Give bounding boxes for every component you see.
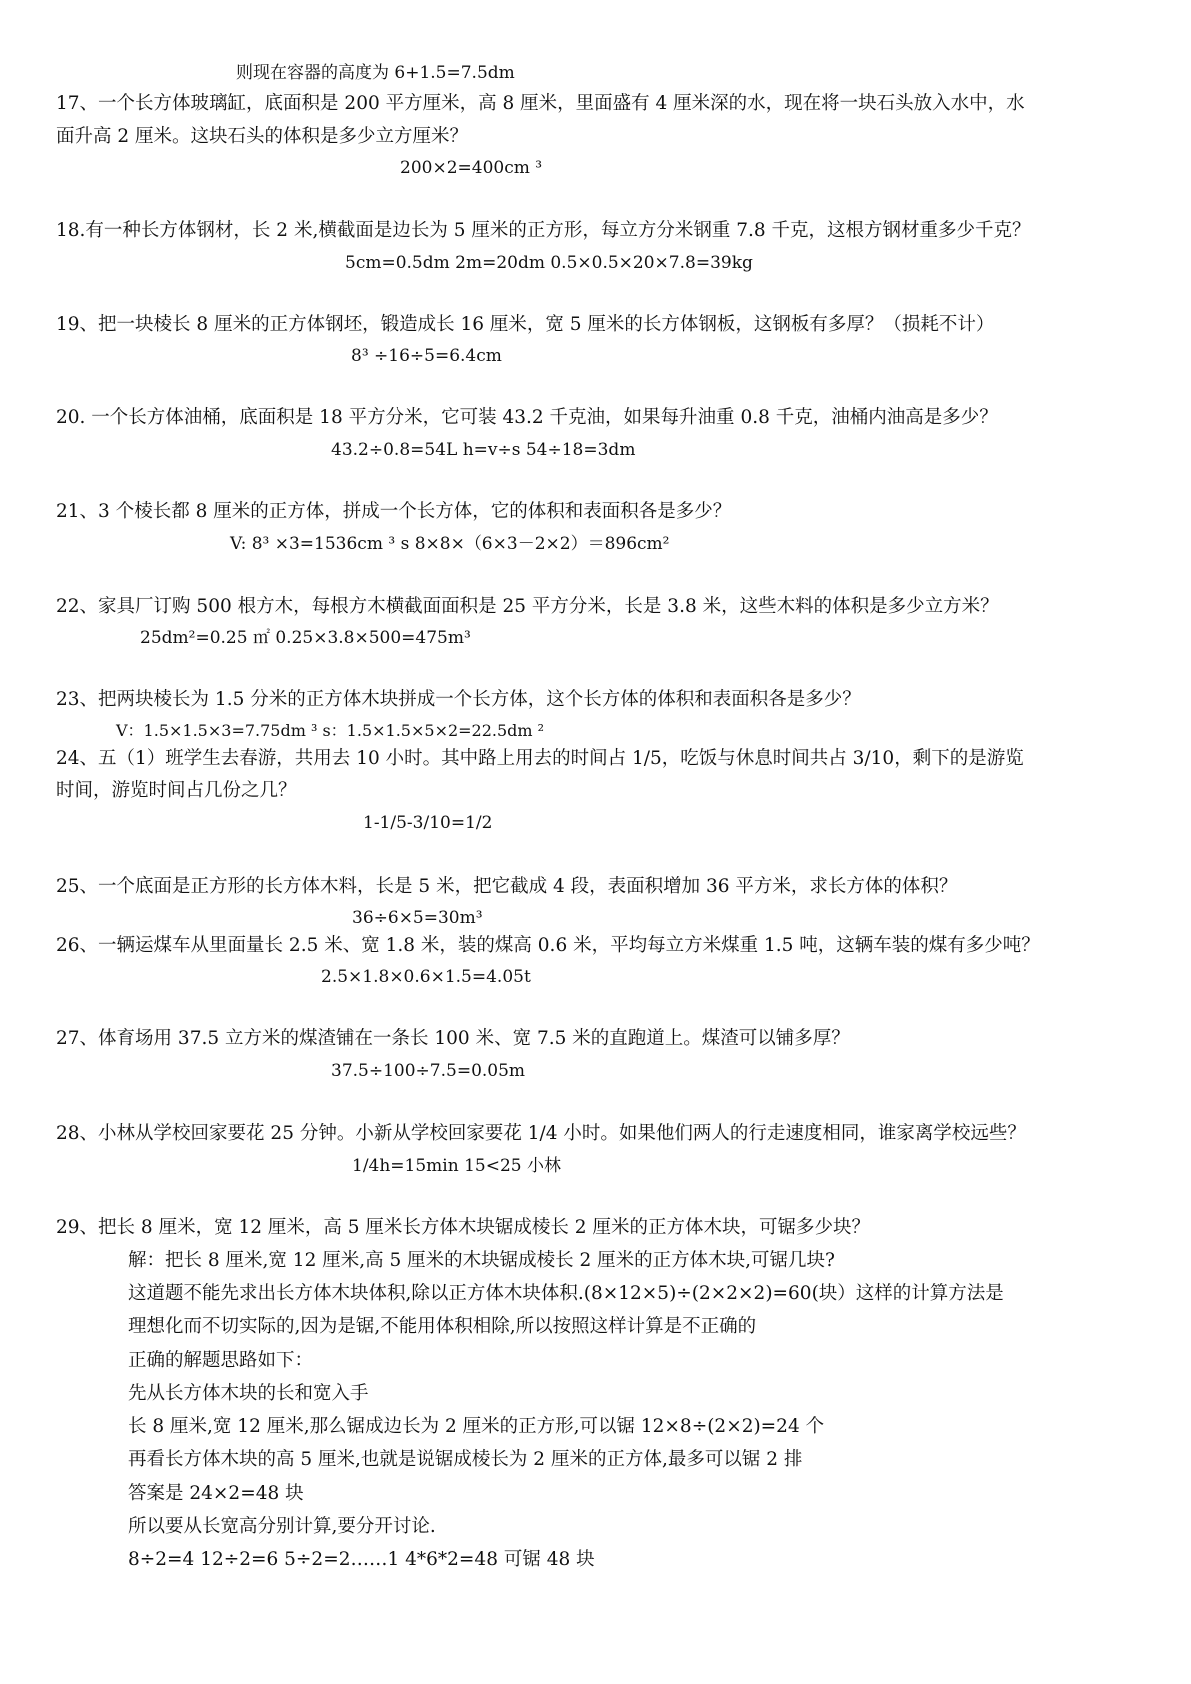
answer-23: V：1.5×1.5×3=7.75dm ³ s：1.5×1.5×5×2=22.5dm ² — [116, 721, 545, 740]
question-26: 26、一辆运煤车从里面量长 2.5 米、宽 1.8 米，装的煤高 0.6 米，平均每立方米煤重 1.5 吨，这辆车装的煤有多少吨？ — [56, 935, 1040, 956]
solution-29-line-3: 理想化而不切实际的,因为是锯,不能用体积相除,所以按照这样计算是不正确的 — [128, 1316, 757, 1337]
answer-19: 8³ ÷16÷5=6.4cm — [351, 346, 502, 366]
answer-24: 1-1/5-3/10=1/2 — [363, 813, 493, 833]
answer-22: 25dm²=0.25 ㎡ 0.25×3.8×500=475m³ — [140, 628, 471, 648]
answer-16-line: 则现在容器的高度为 6+1.5=7.5dm — [236, 63, 515, 83]
question-24-line-1: 24、五（1）班学生去春游，共用去 10 小时。其中路上用去的时间占 1/5，吃饭与休息时间共占 3/10，剩下的是游览 — [56, 748, 1024, 769]
answer-26: 2.5×1.8×0.6×1.5=4.05t — [321, 967, 531, 987]
question-21: 21、3 个棱长都 8 厘米的正方体，拼成一个长方体，它的体积和表面积各是多少？ — [56, 501, 732, 522]
solution-29-line-10: 8÷2=4 12÷2=6 5÷2=2……1 4*6*2=48 可锯 48 块 — [128, 1549, 595, 1570]
question-27: 27、体育场用 37.5 立方米的煤渣铺在一条长 100 米、宽 7.5 米的直跑道上。煤渣可以铺多厚？ — [56, 1028, 850, 1049]
answer-20: 43.2÷0.8=54L h=v÷s 54÷18=3dm — [331, 440, 636, 460]
solution-29-line-9: 所以要从长宽高分别计算,要分开讨论. — [128, 1516, 436, 1537]
question-18: 18.有一种长方体钢材，长 2 米,横截面是边长为 5 厘米的正方形，每立方分米钢重 7.8 千克，这根方钢材重多少千克？ — [56, 220, 1031, 241]
solution-29-line-8: 答案是 24×2=48 块 — [128, 1483, 304, 1504]
solution-29-line-6: 长 8 厘米,宽 12 厘米,那么锯成边长为 2 厘米的正方形,可以锯 12×8÷(2×2)=24 个 — [128, 1416, 825, 1437]
answer-18: 5cm=0.5dm 2m=20dm 0.5×0.5×20×7.8=39kg — [345, 253, 753, 273]
answer-27: 37.5÷100÷7.5=0.05m — [331, 1061, 526, 1081]
question-17-line-1: 17、一个长方体玻璃缸，底面积是 200 平方厘米，高 8 厘米，里面盛有 4 厘米深的水，现在将一块石头放入水中，水 — [56, 93, 1025, 114]
answer-21: V: 8³ ×3=1536cm ³ s 8×8×（6×3－2×2）＝896cm² — [230, 534, 670, 554]
question-25: 25、一个底面是正方形的长方体木料，长是 5 米，把它截成 4 段，表面积增加 36 平方米，求长方体的体积？ — [56, 876, 958, 897]
answer-25: 36÷6×5=30m³ — [352, 908, 483, 928]
question-22: 22、家具厂订购 500 根方木，每根方木横截面面积是 25 平方分米，长是 3.8 米，这些木料的体积是多少立方米？ — [56, 596, 999, 617]
question-19: 19、把一块棱长 8 厘米的正方体钢坯，锻造成长 16 厘米，宽 5 厘米的长方体钢板，这钢板有多厚？（损耗不计） — [56, 314, 995, 335]
question-23: 23、把两块棱长为 1.5 分米的正方体木块拼成一个长方体，这个长方体的体积和表面积各是多少？ — [56, 689, 861, 710]
question-29: 29、把长 8 厘米，宽 12 厘米，高 5 厘米长方体木块锯成棱长 2 厘米的正方体木块，可锯多少块？ — [56, 1217, 870, 1238]
solution-29-line-4: 正确的解题思路如下： — [128, 1350, 314, 1371]
answer-17: 200×2=400cm ³ — [400, 158, 543, 178]
question-17-line-2: 面升高 2 厘米。这块石头的体积是多少立方厘米？ — [56, 126, 469, 147]
answer-28: 1/4h=15min 15<25 小林 — [352, 1156, 562, 1176]
solution-29-line-7: 再看长方体木块的高 5 厘米,也就是说锯成棱长为 2 厘米的正方体,最多可以锯 2 排 — [128, 1449, 803, 1470]
question-28: 28、小林从学校回家要花 25 分钟。小新从学校回家要花 1/4 小时。如果他们两人的行走速度相同，谁家离学校远些？ — [56, 1123, 1026, 1144]
solution-29-line-2: 这道题不能先求出长方体木块体积,除以正方体木块体积.(8×12×5)÷(2×2×2)=60(块）这样的计算方法是 — [128, 1283, 1004, 1304]
solution-29-line-1: 解：把长 8 厘米,宽 12 厘米,高 5 厘米的木块锯成棱长 2 厘米的正方体木块,可锯几块? — [128, 1250, 835, 1271]
solution-29-line-5: 先从长方体木块的长和宽入手 — [128, 1383, 369, 1404]
question-20: 20. 一个长方体油桶，底面积是 18 平方分米，它可装 43.2 千克油，如果每升油重 0.8 千克，油桶内油高是多少？ — [56, 407, 998, 428]
question-24-line-2: 时间，游览时间占几份之几？ — [56, 780, 297, 801]
